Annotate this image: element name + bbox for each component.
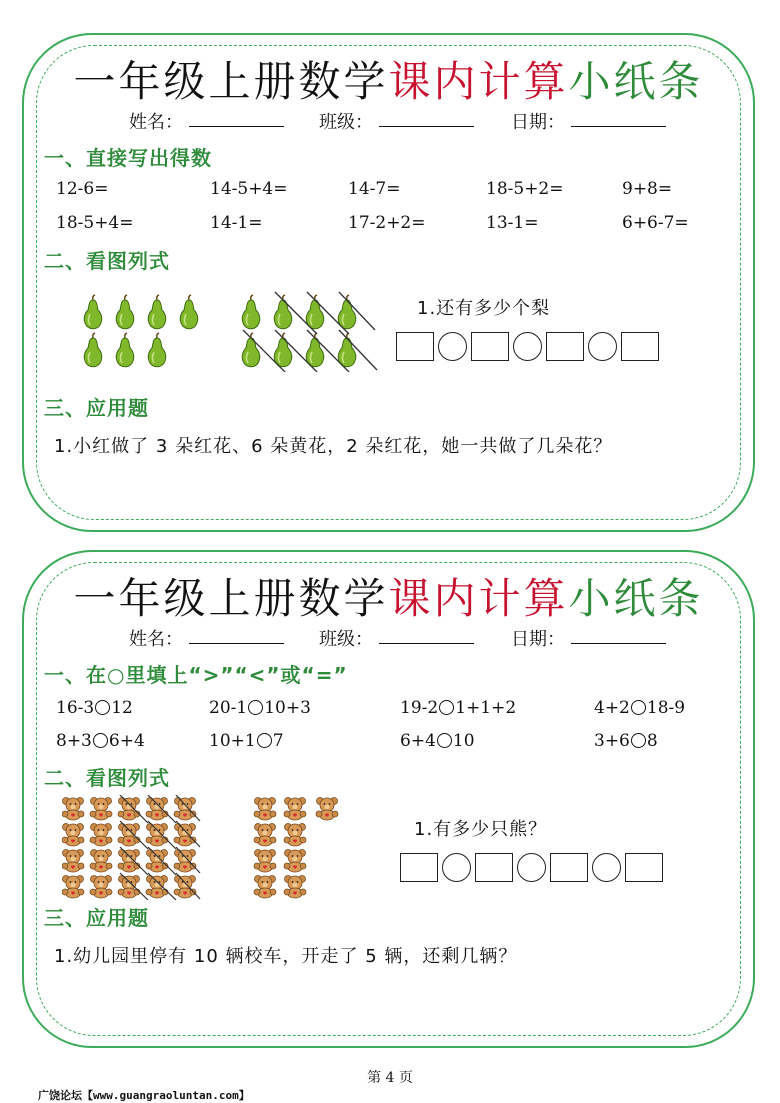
bear-icon — [62, 876, 84, 899]
bear-icon — [90, 824, 112, 847]
pear-picture — [79, 290, 379, 372]
bear-icon — [146, 876, 168, 899]
section-heading-1: 一、直接写出得数 — [44, 146, 212, 170]
pear-icon — [116, 333, 133, 367]
problem: 6+6-7= — [622, 213, 689, 233]
bear-icon — [254, 798, 276, 821]
bear-icon — [118, 876, 140, 899]
compare-circle[interactable] — [631, 700, 646, 715]
section-heading-2: 二、看图列式 — [44, 766, 170, 790]
problem: 14-5+4= — [210, 179, 288, 199]
problem: 14-1= — [210, 213, 263, 233]
bear-icon — [254, 876, 276, 899]
section-heading-1: 一、在○里填上“>”“<”或“=” — [44, 663, 348, 687]
compare-circle[interactable] — [93, 733, 108, 748]
bear-icon — [90, 876, 112, 899]
bear-icon — [146, 824, 168, 847]
answer-box[interactable] — [396, 332, 434, 361]
compare-problem: 16-3 12 — [56, 698, 133, 718]
compare-circle[interactable] — [631, 733, 646, 748]
answer-boxes — [396, 332, 659, 361]
compare-problem: 10+1 7 — [209, 731, 284, 751]
bear-icon — [254, 824, 276, 847]
worksheet-card-1 — [22, 33, 755, 532]
pear-icon — [242, 295, 259, 329]
compare-problem: 8+3 6+4 — [56, 731, 145, 751]
compare-problem: 20-1 10+3 — [209, 698, 311, 718]
picture-question: 1.还有多少个梨 — [417, 298, 551, 319]
compare-problem: 4+2 18-9 — [594, 698, 686, 718]
bear-icon — [146, 798, 168, 821]
section-heading-3: 三、应用题 — [44, 906, 149, 930]
answer-box[interactable] — [400, 853, 438, 882]
word-problem: 1.小红做了 3 朵红花、6 朵黄花，2 朵红花，她一共做了几朵花？ — [54, 436, 613, 457]
compare-circle[interactable] — [437, 733, 452, 748]
bear-icon — [174, 850, 196, 873]
date-field[interactable]: 日期： — [511, 108, 565, 134]
problem: 18-5+2= — [486, 179, 564, 199]
problem: 18-5+4= — [56, 213, 134, 233]
operator-circle[interactable] — [592, 853, 621, 882]
bear-icon — [284, 824, 306, 847]
bear-icon — [174, 876, 196, 899]
name-field[interactable]: 姓名： — [129, 625, 183, 651]
answer-box[interactable] — [546, 332, 584, 361]
compare-circle[interactable] — [257, 733, 272, 748]
compare-circle[interactable] — [439, 700, 454, 715]
card-title: 一年级上册数学课内计算小纸条 — [73, 57, 704, 106]
answer-box[interactable] — [550, 853, 588, 882]
compare-circle[interactable] — [95, 700, 110, 715]
card-title: 一年级上册数学课内计算小纸条 — [73, 574, 704, 623]
bear-icon — [284, 798, 306, 821]
problem: 13-1= — [486, 213, 539, 233]
class-field[interactable]: 班级： — [319, 625, 373, 651]
bear-picture — [62, 795, 352, 900]
answer-boxes — [400, 853, 663, 882]
pear-icon — [148, 333, 165, 367]
operator-circle[interactable] — [517, 853, 546, 882]
bear-icon — [90, 850, 112, 873]
bear-icon — [90, 798, 112, 821]
operator-circle[interactable] — [438, 332, 467, 361]
bear-icon — [254, 850, 276, 873]
picture-question: 1.有多少只熊？ — [414, 819, 548, 840]
bear-icon — [62, 824, 84, 847]
source-watermark: 广饶论坛【www.guangraoluntan.com】 — [38, 1089, 250, 1102]
problem: 17-2+2= — [348, 213, 426, 233]
compare-problem: 6+4 10 — [400, 731, 475, 751]
problem: 9+8= — [622, 179, 673, 199]
bear-icon — [284, 850, 306, 873]
date-field[interactable]: 日期： — [511, 625, 565, 651]
name-field[interactable]: 姓名： — [129, 108, 183, 134]
operator-circle[interactable] — [442, 853, 471, 882]
operator-circle[interactable] — [588, 332, 617, 361]
pear-icon — [180, 295, 197, 329]
bear-icon — [118, 824, 140, 847]
bear-icon — [118, 798, 140, 821]
compare-circle[interactable] — [248, 700, 263, 715]
class-field[interactable]: 班级： — [319, 108, 373, 134]
problem: 14-7= — [348, 179, 401, 199]
compare-problem: 3+6 8 — [594, 731, 658, 751]
bear-icon — [62, 798, 84, 821]
problem: 12-6= — [56, 179, 109, 199]
answer-box[interactable] — [621, 332, 659, 361]
answer-box[interactable] — [471, 332, 509, 361]
page-number: 第 4 页 — [367, 1070, 413, 1086]
bear-icon — [284, 876, 306, 899]
pear-icon — [116, 295, 133, 329]
bear-icon — [62, 850, 84, 873]
bear-icon — [118, 850, 140, 873]
pear-icon — [84, 333, 101, 367]
pear-icon — [84, 295, 101, 329]
bear-icon — [316, 798, 338, 821]
answer-box[interactable] — [475, 853, 513, 882]
bear-icon — [174, 798, 196, 821]
bear-icon — [146, 850, 168, 873]
section-heading-3: 三、应用题 — [44, 396, 149, 420]
answer-box[interactable] — [625, 853, 663, 882]
word-problem: 1.幼儿园里停有 10 辆校车，开走了 5 辆，还剩几辆？ — [54, 946, 518, 967]
worksheet-card-2 — [22, 550, 755, 1048]
section-heading-2: 二、看图列式 — [44, 249, 170, 273]
compare-problem: 19-2 1+1+2 — [400, 698, 517, 718]
pear-icon — [148, 295, 165, 329]
operator-circle[interactable] — [513, 332, 542, 361]
bear-icon — [174, 824, 196, 847]
